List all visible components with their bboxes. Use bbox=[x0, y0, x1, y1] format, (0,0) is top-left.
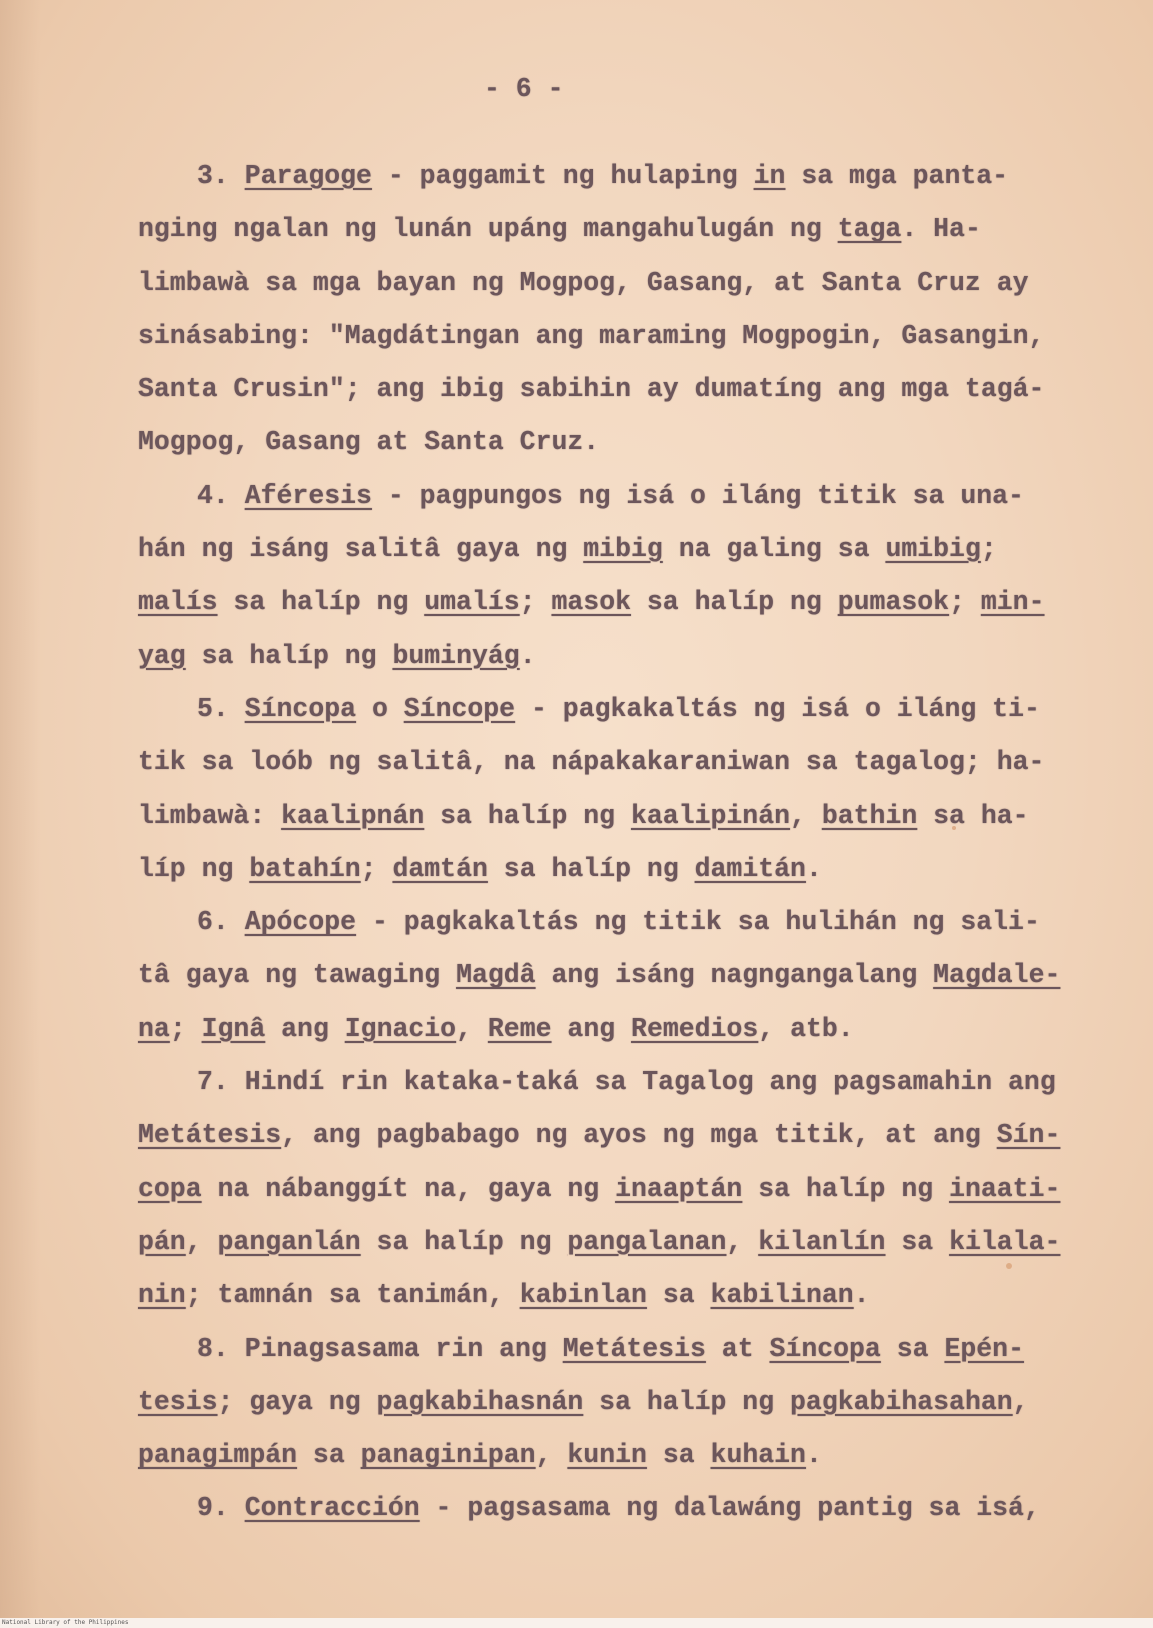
text-run: , bbox=[726, 1226, 759, 1257]
underlined-term: min- bbox=[980, 587, 1045, 618]
underlined-term: pán bbox=[138, 1226, 186, 1257]
text-run: 6. bbox=[197, 907, 245, 938]
underlined-term: Ignacio bbox=[344, 1013, 457, 1044]
scan-edge-shadow bbox=[0, 0, 40, 1618]
text-run: . bbox=[853, 1280, 870, 1311]
text-run: na nábanggít na, gaya ng bbox=[201, 1173, 616, 1204]
text-run: sa bbox=[880, 1333, 945, 1364]
underlined-term: damitán bbox=[694, 853, 806, 884]
text-line bbox=[138, 1163, 1128, 1216]
underlined-term: inaati- bbox=[949, 1173, 1061, 1204]
text-run: ; bbox=[980, 534, 997, 565]
underlined-term: kunin bbox=[567, 1440, 647, 1471]
text-run: sa halíp ng bbox=[742, 1173, 950, 1204]
underlined-term: copa bbox=[138, 1173, 202, 1204]
text-run: tâ gaya ng tawaging bbox=[138, 960, 457, 991]
underlined-term: pangalanan bbox=[567, 1226, 727, 1257]
text-run: , atb. bbox=[758, 1013, 854, 1044]
text-run: 4. bbox=[197, 480, 245, 511]
text-run: sa bbox=[646, 1440, 711, 1471]
underlined-term: kilanlín bbox=[758, 1226, 886, 1257]
text-run: 5. bbox=[197, 693, 245, 724]
underlined-term: panagimpán bbox=[138, 1440, 298, 1471]
text-line bbox=[138, 736, 1128, 789]
underlined-term: Reme bbox=[487, 1013, 552, 1044]
underlined-term: Aféresis bbox=[244, 480, 372, 511]
underlined-term: damtán bbox=[392, 853, 488, 884]
underlined-term: Epén- bbox=[944, 1333, 1024, 1364]
text-run: . Ha- bbox=[901, 214, 981, 245]
scan-footer-strip bbox=[0, 1618, 1153, 1628]
underlined-term: panaginipan bbox=[360, 1440, 536, 1471]
text-line bbox=[138, 683, 1128, 736]
underlined-term: kabinlan bbox=[519, 1280, 647, 1311]
text-run: sinásabing: "Magdátingan ang maraming Mogpogin, Gasangin, bbox=[138, 320, 1045, 351]
text-run: sa halíp ng bbox=[217, 587, 425, 618]
text-run: o bbox=[356, 693, 404, 724]
underlined-term: Magdâ bbox=[456, 960, 536, 991]
underlined-term: Paragoge bbox=[244, 161, 372, 191]
text-line bbox=[138, 523, 1128, 576]
text-run: - pagkakaltás ng titik sa hulihán ng sali- bbox=[356, 907, 1040, 938]
underlined-term: nin bbox=[138, 1280, 186, 1311]
text-line bbox=[138, 416, 1128, 469]
underlined-term: Magdale- bbox=[933, 960, 1061, 991]
underlined-term: Síncopa bbox=[769, 1333, 881, 1364]
page-number: - 6 - bbox=[484, 74, 564, 104]
text-run: sa halíp ng bbox=[185, 640, 393, 671]
underlined-term: Síncope bbox=[403, 693, 516, 724]
underlined-term: Apócope bbox=[244, 907, 357, 938]
underlined-term: Metátesis bbox=[138, 1120, 282, 1151]
text-line bbox=[138, 630, 1128, 683]
underlined-term: inaaptán bbox=[615, 1173, 743, 1204]
underlined-term: Remedios bbox=[631, 1013, 759, 1044]
text-line bbox=[138, 310, 1128, 363]
text-run: líp ng bbox=[138, 853, 250, 884]
text-line bbox=[138, 363, 1128, 416]
text-line bbox=[138, 1429, 1128, 1482]
text-line bbox=[138, 1482, 1128, 1535]
text-run: sa halíp ng bbox=[487, 853, 695, 884]
text-run: ; bbox=[360, 853, 393, 884]
text-run: at bbox=[705, 1333, 770, 1364]
text-run: hán ng isáng salitâ gaya ng bbox=[138, 534, 584, 565]
text-run: na galing sa bbox=[662, 534, 886, 565]
underlined-term: Sín- bbox=[996, 1120, 1061, 1151]
text-line bbox=[138, 1269, 1128, 1322]
text-line bbox=[138, 257, 1128, 310]
underlined-term: kilala- bbox=[949, 1226, 1061, 1257]
text-run: Mogpog, Gasang at Santa Cruz. bbox=[138, 427, 600, 458]
text-line bbox=[138, 1056, 1128, 1109]
underlined-term: malís bbox=[138, 587, 218, 618]
text-line bbox=[138, 1376, 1128, 1429]
underlined-term: kuhain bbox=[710, 1440, 806, 1471]
text-run: , ang pagbabago ng ayos ng mga titik, at ang bbox=[281, 1120, 997, 1151]
text-line bbox=[138, 843, 1128, 896]
text-run: - paggamit ng hulaping bbox=[371, 161, 754, 191]
text-line bbox=[138, 896, 1128, 949]
text-run: - pagkakaltás ng isá o iláng ti- bbox=[515, 693, 1040, 724]
underlined-term: Ignâ bbox=[201, 1013, 266, 1044]
text-run: . bbox=[519, 640, 536, 671]
text-line bbox=[138, 576, 1128, 629]
text-run: - pagpungos ng isá o iláng titik sa una- bbox=[371, 480, 1024, 511]
text-run: - pagsasama ng dalawáng pantig sa isá, bbox=[419, 1493, 1040, 1524]
text-run: ; bbox=[169, 1013, 202, 1044]
text-run: sa halíp ng bbox=[631, 587, 838, 618]
underlined-term: kaalipnán bbox=[281, 800, 425, 831]
text-run: ang bbox=[265, 1013, 345, 1044]
text-line bbox=[138, 1003, 1128, 1056]
underlined-term: kaalipinán bbox=[630, 800, 791, 831]
underlined-term: batahín bbox=[249, 853, 361, 884]
text-line bbox=[138, 949, 1128, 1002]
document-body bbox=[138, 150, 1128, 1536]
underlined-term: tesis bbox=[138, 1386, 218, 1417]
text-run: 9. bbox=[197, 1493, 245, 1524]
text-run: 8. Pinagsasama rin ang bbox=[197, 1333, 563, 1364]
underlined-term: yag bbox=[138, 640, 186, 671]
text-run: tik sa loób ng salitâ, na nápakakaraniwan sa tagalog; ha- bbox=[138, 747, 1045, 778]
underlined-term: taga bbox=[837, 214, 902, 245]
text-run: ; tamnán sa tanimán, bbox=[185, 1280, 520, 1311]
underlined-term: bathin bbox=[821, 800, 918, 831]
text-run: . bbox=[805, 1440, 822, 1471]
text-run: , bbox=[790, 800, 822, 831]
underlined-term: umibig bbox=[885, 534, 981, 565]
text-run: 7. Hindí rin kataka-taká sa Tagalog ang pagsamahin ang bbox=[197, 1067, 1056, 1098]
text-run: sa halíp ng bbox=[583, 1386, 791, 1417]
underlined-term: panganlán bbox=[217, 1226, 361, 1257]
underlined-term: na bbox=[138, 1013, 170, 1044]
text-run: , bbox=[185, 1226, 218, 1257]
text-run: sa bbox=[885, 1226, 950, 1257]
text-run: sa bbox=[297, 1440, 361, 1471]
underlined-term: kabilinan bbox=[710, 1280, 854, 1311]
text-run: ; bbox=[519, 587, 552, 618]
text-run: , bbox=[535, 1440, 568, 1471]
underlined-term: pagkabihasahan bbox=[790, 1386, 1013, 1417]
underlined-term: umalís bbox=[424, 587, 520, 618]
archive-credit: National Library of the Philippines bbox=[2, 1619, 129, 1626]
text-run: limbawà sa mga bayan ng Mogpog, Gasang, at Santa Cruz ay bbox=[138, 267, 1029, 298]
text-run: ang bbox=[551, 1013, 632, 1044]
text-run: sa bbox=[646, 1280, 711, 1311]
underlined-term: pumasok bbox=[837, 587, 950, 618]
text-run: limbawà: bbox=[138, 800, 282, 831]
text-line bbox=[138, 470, 1128, 523]
underlined-term: in bbox=[753, 161, 786, 191]
text-line bbox=[138, 1216, 1128, 1269]
text-run: sa halíp ng bbox=[424, 800, 631, 831]
text-run: ang isáng nagngangalang bbox=[535, 960, 934, 991]
underlined-term: mibig bbox=[583, 534, 663, 565]
text-run: nging ngalan ng lunán upáng mangahulugán ng bbox=[138, 214, 838, 245]
underlined-term: buminyág bbox=[392, 640, 520, 671]
text-run: . bbox=[805, 853, 822, 884]
text-line bbox=[138, 1109, 1128, 1162]
text-run: sa halíp ng bbox=[360, 1226, 568, 1257]
underlined-term: Síncopa bbox=[244, 693, 357, 724]
text-run: Santa Crusin"; ang ibig sabihin ay dumatíng ang mga tagá- bbox=[138, 374, 1045, 405]
text-line bbox=[138, 203, 1128, 256]
text-run: 3. bbox=[197, 161, 245, 191]
underlined-term: pagkabihasnán bbox=[376, 1386, 584, 1417]
text-line bbox=[138, 790, 1128, 843]
text-line bbox=[138, 150, 1128, 203]
text-run: ; gaya ng bbox=[217, 1386, 377, 1417]
underlined-term: masok bbox=[551, 587, 631, 618]
underlined-term: Metátesis bbox=[562, 1333, 706, 1364]
underlined-term: Contracción bbox=[244, 1493, 420, 1524]
text-run: ; bbox=[949, 587, 981, 618]
text-run: , bbox=[456, 1013, 488, 1044]
text-run: , bbox=[1012, 1386, 1029, 1417]
text-run: sa mga panta- bbox=[785, 161, 1009, 191]
text-line bbox=[138, 1323, 1128, 1376]
text-run: sa ha- bbox=[917, 800, 1029, 831]
